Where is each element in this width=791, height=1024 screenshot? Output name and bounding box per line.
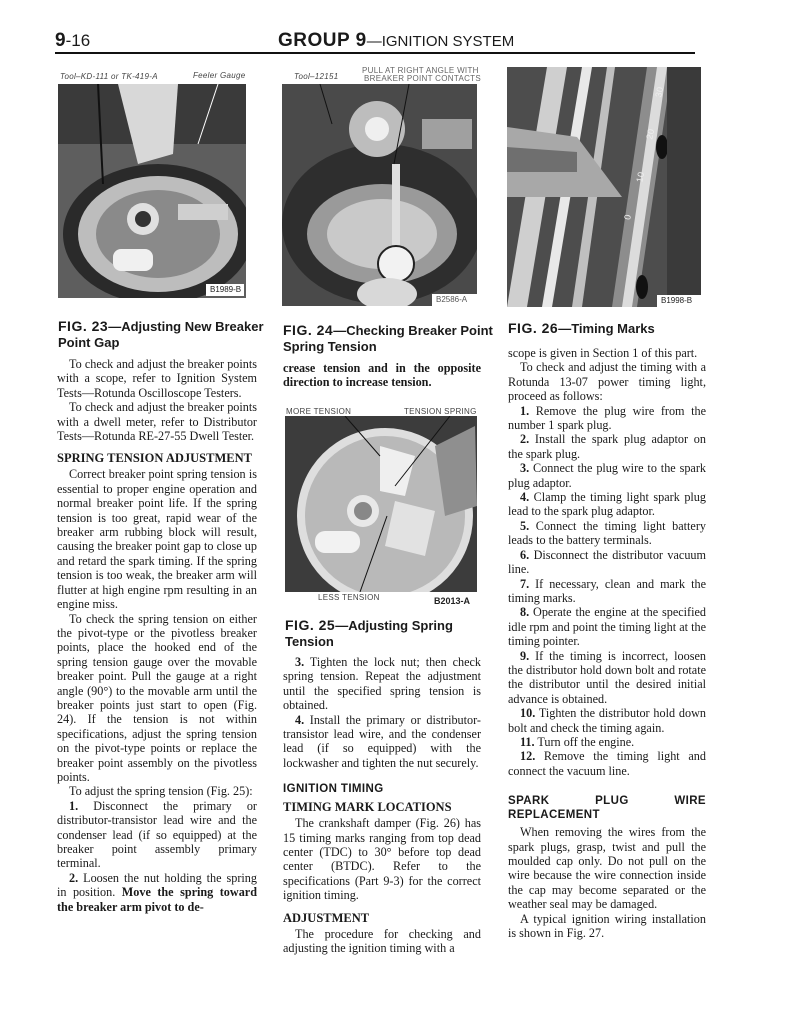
paragraph-continued: crease tension and in the opposite direction to increase tension. <box>283 361 481 390</box>
breaker-plate-photo-icon <box>285 416 477 592</box>
timing-mark-10: 10 <box>634 170 647 184</box>
paragraph: To adjust the spring tension (Fig. 25): <box>69 784 253 799</box>
fig24-photo <box>282 84 477 306</box>
fig24-tool-label: Tool–12151 <box>294 72 339 81</box>
group-title: GROUP 9—IGNITION SYSTEM <box>278 30 515 51</box>
step-3: 3. Connect the plug wire to the spark plug adaptor. <box>508 461 706 490</box>
step-1: 1. Remove the plug wire from the number 1 spark plug. <box>508 403 706 433</box>
step-7: 7. If necessary, clean and mark the timing marks. <box>508 576 706 605</box>
fig23-photo <box>58 84 246 298</box>
fig25-caption: FIG. 25—Adjusting Spring Tension <box>285 617 453 649</box>
paragraph: To check and adjust the breaker points with a scope, refer to Ignition System Tests—Rotunda Oscilloscope Testers. <box>57 357 257 400</box>
step-11: 11. Turn off the engine. <box>520 734 635 749</box>
paragraph: A typical ignition wiring installation is shown in Fig. 27. <box>508 911 706 941</box>
column-1-text <box>57 357 257 914</box>
spring-gauge-photo-icon <box>282 84 477 306</box>
fig24-image-id: B2586-A <box>436 295 468 304</box>
fig26-image-id: B1998-B <box>661 296 693 305</box>
paragraph-continued: scope is given in Section 1 of this part. <box>508 346 698 360</box>
fig25-more-tension-label: MORE TENSION <box>286 407 352 416</box>
fig25-image-id: B2013-A <box>434 596 471 606</box>
fig26-photo <box>507 67 701 307</box>
column-3-text <box>508 346 706 940</box>
step-4: 4. Install the primary or distributor-transistor lead wire, and the condenser lead (if so equipped) with the lockwasher and tighten the nut securely. <box>283 712 481 770</box>
subheading-timing-mark-locations: TIMING MARK LOCATIONS <box>283 800 452 815</box>
fig23-gauge-label: Feeler Gauge <box>193 71 246 80</box>
fig23-caption: FIG. 23—Adjusting New Breaker Point Gap <box>58 318 264 350</box>
fig26-caption: FIG. 26—Timing Marks <box>508 320 655 336</box>
subheading-adjustment: ADJUSTMENT <box>283 910 370 925</box>
fig24-pull-label-1: PULL AT RIGHT ANGLE WITH <box>362 66 479 75</box>
step-1: 1. Disconnect the primary or distributor-transistor lead wire and the condenser lead (if so equipped) at the breaker point assembly primary terminal. <box>57 798 257 871</box>
timing-mark-30: 30 <box>653 85 666 99</box>
paragraph: Correct breaker point spring tension is essential to proper engine operation and normal breaker point life. If the spring tension is too great, rapid wear of the breaker arm rubbing block will result, causing the breaker point gap to close up and retard the spark timing. If the spring tension is too weak, the breaker arm will flutter at high engine rpm resulting in an engine miss. <box>57 467 257 612</box>
paragraph: The procedure for checking and adjusting the ignition timing with a <box>283 926 481 956</box>
step-9: 9. If the timing is incorrect, loosen the distributor hold down bolt and rotate the distributor until the desired initial advance is obtained. <box>508 648 706 706</box>
distributor-photo-icon <box>58 84 246 298</box>
step-2: 2. Loosen the nut holding the spring in position. Move the spring toward the breaker arm pivot to de- <box>57 870 257 914</box>
fig24-pull-label-2: BREAKER POINT CONTACTS <box>364 74 481 83</box>
fig25-less-tension-label: LESS TENSION <box>318 593 380 602</box>
section-heading: SPRING TENSION ADJUSTMENT <box>57 451 252 466</box>
fig24-caption: FIG. 24—Checking Breaker Point Spring Tension <box>283 322 493 354</box>
fig25-photo <box>285 416 477 592</box>
section-heading-spark-plug-wire: SPARK PLUG WIRE REPLACEMENT <box>508 795 706 822</box>
column-2-upper-text <box>283 361 481 390</box>
page-number: 9-16 <box>55 30 91 51</box>
paragraph: To check the spring tension on either the pivot-type or the pivotless breaker points, place the hooked end of the spring tension gauge over the movable breaker point. Pull the gauge at a right angle (90°) to the movable arm until the breaker points just start to open (Fig. 24). If the tension is not within specifications, adjust the spring tension on the pivot-type points or replace the breaker point assembly on the pivotless points. <box>57 611 257 784</box>
step-3: 3. Tighten the lock nut; then check spring tension. Repeat the adjustment until the specified spring tension is obtained. <box>283 655 481 713</box>
step-10: 10. Tighten the distributor hold down bolt and check the timing again. <box>508 706 706 735</box>
paragraph: To check and adjust the breaker points with a dwell meter, refer to Distributor Tests—Rotunda RE-27-55 Dwell Tester. <box>57 400 257 444</box>
paragraph: The crankshaft damper (Fig. 26) has 15 timing marks ranging from top dead center (TDC) to 30° before top dead center (BTDC). Refer to the specifications (Part 9-3) for the correct ignition timing. <box>283 816 481 903</box>
step-8: 8. Operate the engine at the specified idle rpm and point the timing light at the timing pointer. <box>508 605 706 649</box>
step-5: 5. Connect the timing light battery leads to the battery terminals. <box>508 518 706 548</box>
paragraph: To check and adjust the timing with a Rotunda 13-07 power timing light, proceed as follows: <box>508 360 706 404</box>
paragraph: When removing the wires from the spark plugs, grasp, twist and pull the moulded cap only. Do not pull on the wire because the wire connection inside the cap may become separated or the weather seal may be damaged. <box>508 825 706 912</box>
step-12: 12. Remove the timing light and connect the vacuum line. <box>508 749 706 778</box>
step-4: 4. Clamp the timing light spark plug lead to the spark plug adaptor. <box>508 490 706 519</box>
fig23-image-id: B1989-B <box>210 285 242 294</box>
step-2: 2. Install the spark plug adaptor on the spark plug. <box>508 432 706 461</box>
column-2-lower-text <box>283 655 481 956</box>
fig23-tool-label: Tool–KD-111 or TK-419-A <box>60 72 158 81</box>
timing-mark-20: 20 <box>644 127 657 141</box>
fig25-tension-spring-label: TENSION SPRING <box>404 407 477 416</box>
page-header <box>55 30 695 54</box>
section-heading-ignition-timing: IGNITION TIMING <box>283 783 384 796</box>
timing-mark-0: 0 <box>622 213 634 221</box>
step-6: 6. Disconnect the distributor vacuum line. <box>508 547 706 577</box>
timing-marks-photo-icon <box>507 67 701 307</box>
